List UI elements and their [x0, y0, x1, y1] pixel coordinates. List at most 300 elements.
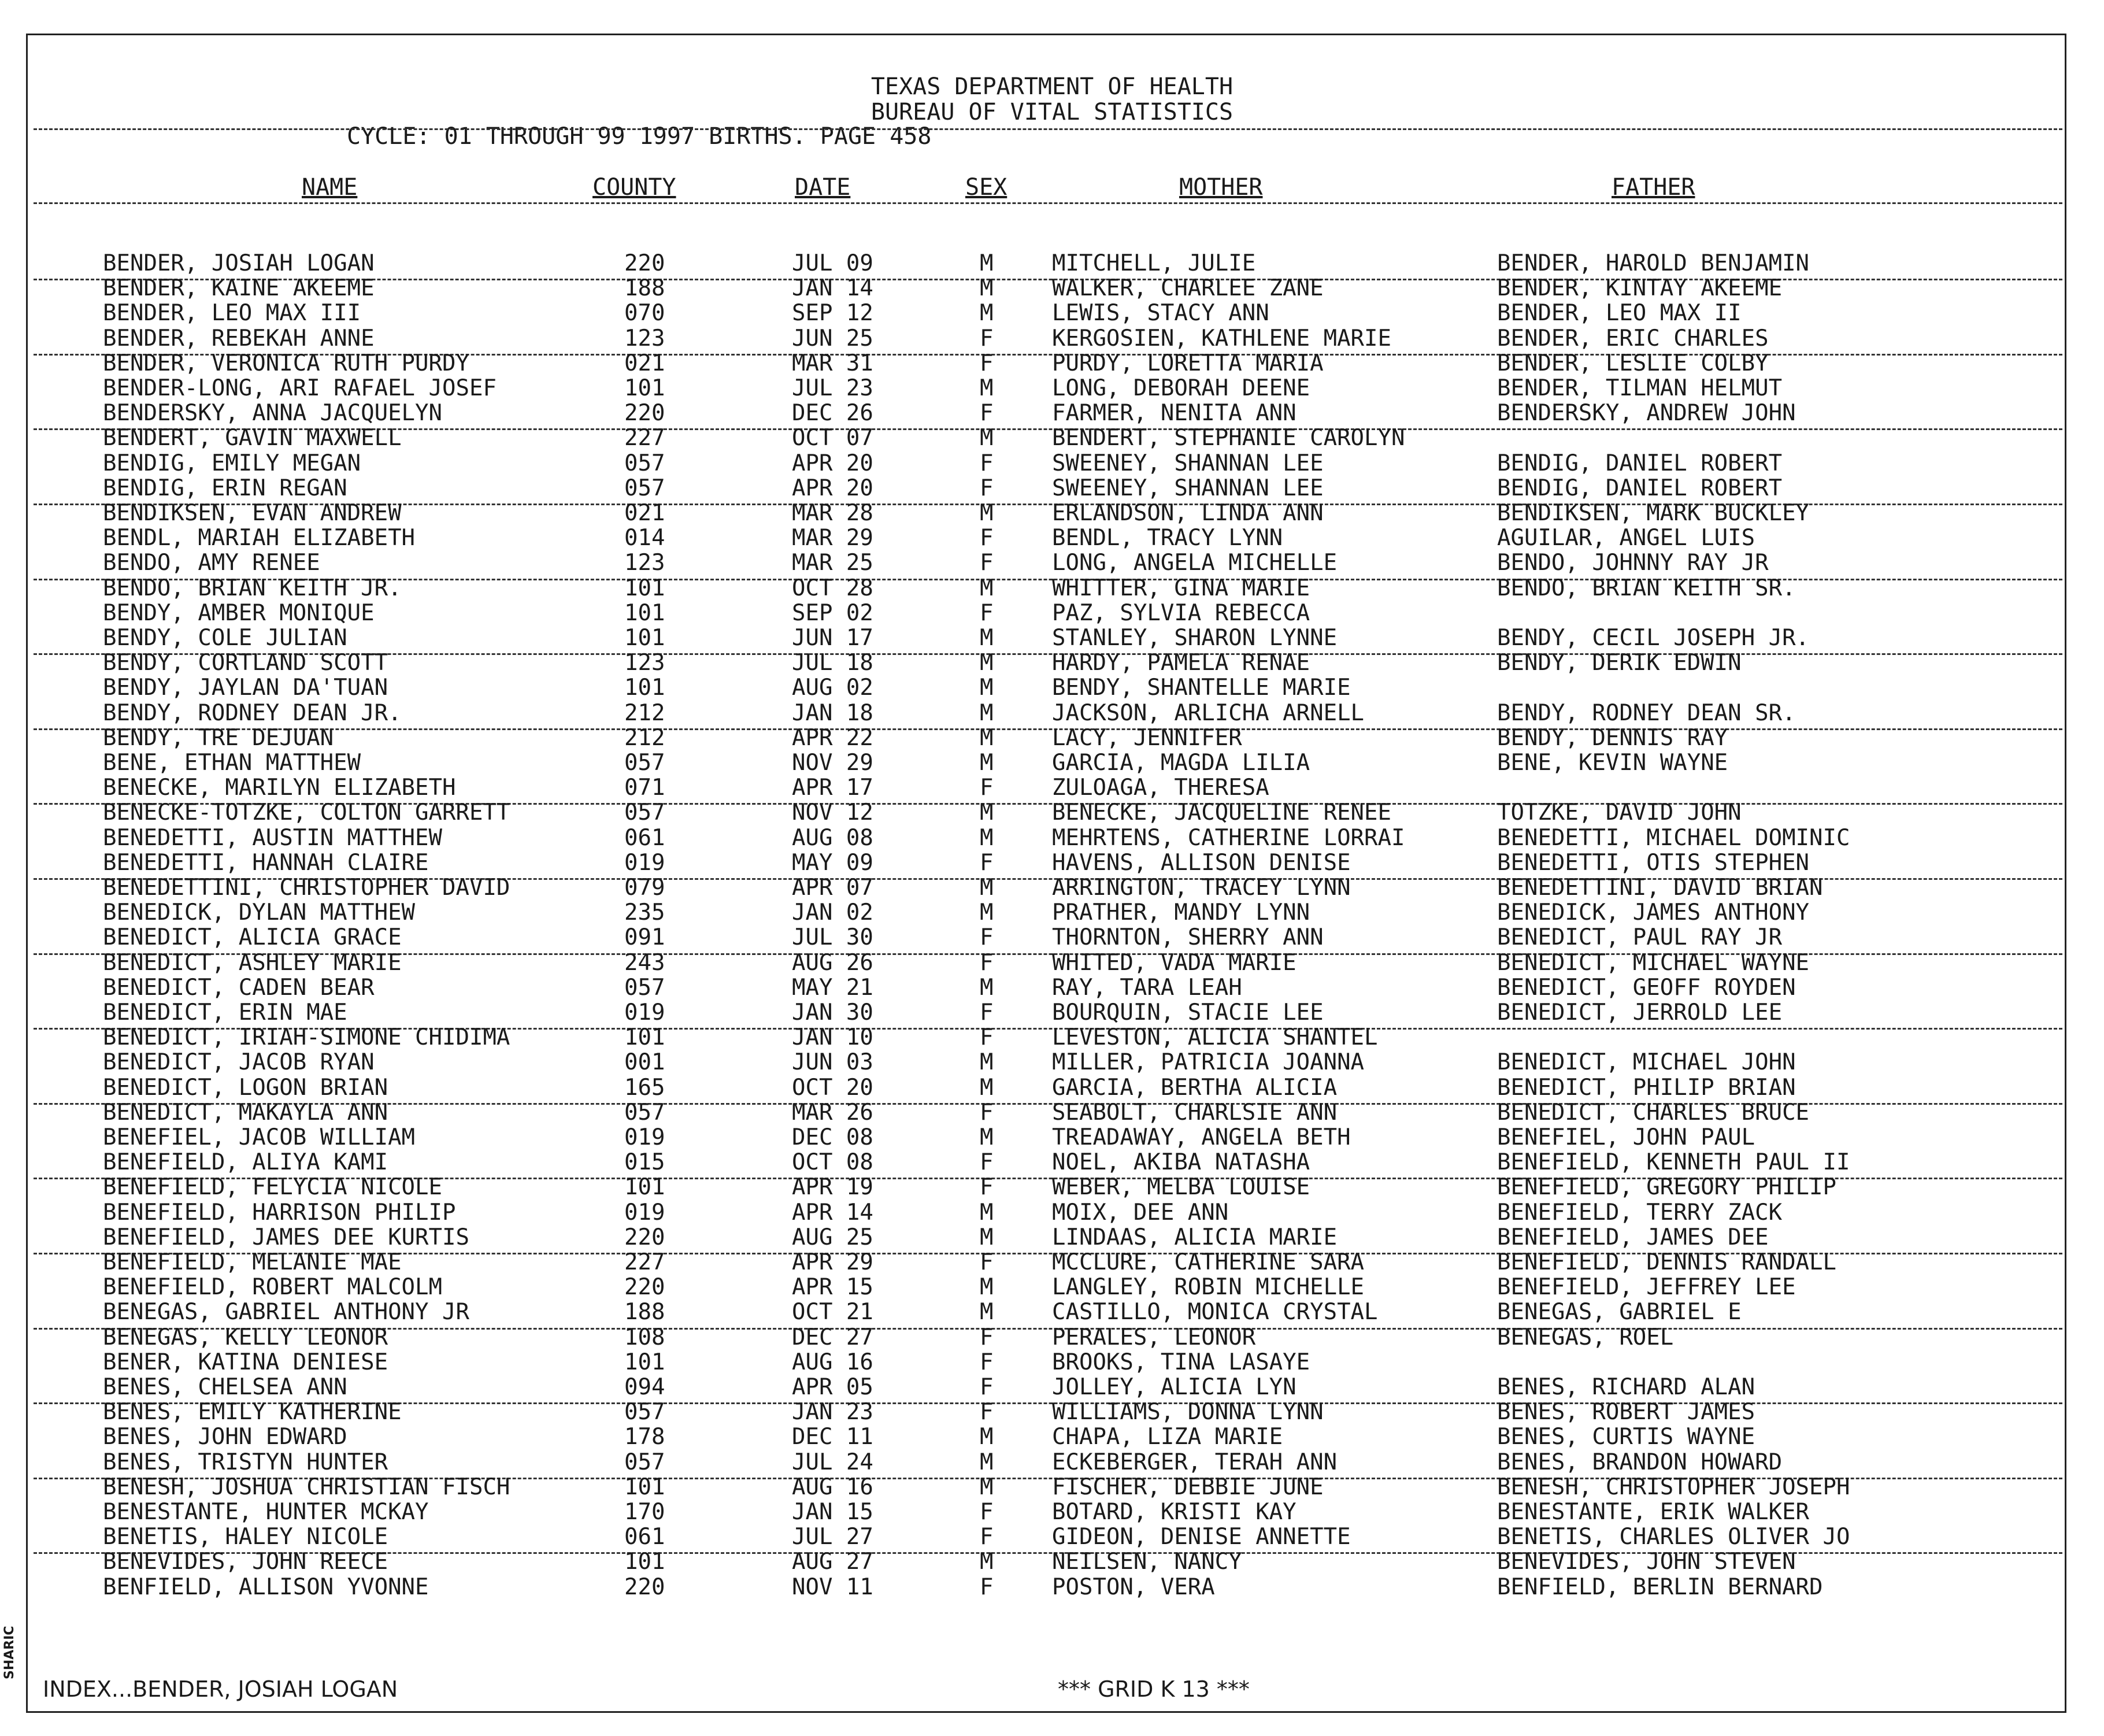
- cell-county: 057: [624, 1449, 665, 1475]
- cell-mother: BROOKS, TINA LASAYE: [1052, 1349, 1310, 1375]
- column-header-father: FATHER: [1612, 174, 1695, 201]
- cell-date: APR 29: [792, 1249, 873, 1275]
- cell-date: JAN 30: [792, 1000, 873, 1026]
- cell-name: BENEGAS, KELLY LEONOR: [103, 1324, 388, 1350]
- cell-county: 101: [624, 1349, 665, 1375]
- cell-mother: FARMER, NENITA ANN: [1052, 400, 1297, 427]
- cell-name: BENDY, CORTLAND SCOTT: [103, 650, 388, 676]
- cell-county: 094: [624, 1374, 665, 1400]
- cell-sex: M: [980, 1474, 994, 1500]
- cell-sex: F: [980, 525, 994, 551]
- cell-county: 019: [624, 849, 665, 876]
- cell-father: BENEDICK, JAMES ANTHONY: [1497, 900, 1810, 926]
- table-row: [0, 301, 2104, 325]
- cell-mother: CHAPA, LIZA MARIE: [1052, 1424, 1283, 1450]
- cell-mother: LONG, ANGELA MICHELLE: [1052, 550, 1338, 576]
- cell-county: 123: [624, 550, 665, 576]
- cell-county: 108: [624, 1324, 665, 1350]
- cell-date: JAN 14: [792, 275, 873, 302]
- cell-county: 057: [624, 974, 665, 1001]
- cell-father: BENDER, HAROLD BENJAMIN: [1497, 250, 1810, 276]
- cell-county: 019: [624, 1199, 665, 1226]
- table-row: [0, 1550, 2104, 1574]
- cell-name: BENDL, MARIAH ELIZABETH: [103, 525, 416, 551]
- cell-county: 220: [624, 250, 665, 276]
- table-row: [0, 501, 2104, 525]
- cell-county: 220: [624, 1574, 665, 1600]
- table-row: [0, 251, 2104, 276]
- cell-sex: F: [980, 1374, 994, 1400]
- table-row: [0, 626, 2104, 650]
- cell-name: BENDER-LONG, ARI RAFAEL JOSEF: [103, 375, 497, 401]
- table-row: [0, 601, 2104, 625]
- cell-mother: POSTON, VERA: [1052, 1574, 1215, 1600]
- table-row: [0, 1450, 2104, 1475]
- cell-name: BENES, EMILY KATHERINE: [103, 1399, 402, 1426]
- cell-date: JUL 18: [792, 650, 873, 676]
- cell-father: BENEGAS, ROEL: [1497, 1324, 1674, 1350]
- table-row: [0, 327, 2104, 351]
- cell-date: APR 14: [792, 1199, 873, 1226]
- cell-mother: HAVENS, ALLISON DENISE: [1052, 849, 1351, 876]
- header-subtitle: BUREAU OF VITAL STATISTICS: [871, 99, 1233, 125]
- cell-mother: NEILSEN, NANCY: [1052, 1549, 1242, 1575]
- cell-date: JUN 17: [792, 625, 873, 651]
- cell-sex: F: [980, 1499, 994, 1525]
- cell-mother: MEHRTENS, CATHERINE LORRAI: [1052, 824, 1405, 851]
- cell-date: JUL 30: [792, 924, 873, 951]
- cell-county: 165: [624, 1074, 665, 1101]
- cell-name: BENDER, KAINE AKEEME: [103, 275, 375, 302]
- cell-name: BENEDETTI, HANNAH CLAIRE: [103, 849, 429, 876]
- cell-father: BENEFIELD, KENNETH PAUL II: [1497, 1149, 1850, 1176]
- cell-name: BENDO, BRIAN KEITH JR.: [103, 575, 402, 601]
- footer-index: INDEX...BENDER, JOSIAH LOGAN: [43, 1676, 398, 1702]
- cell-sex: M: [980, 1274, 994, 1301]
- cell-father: BENEDICT, MICHAEL JOHN: [1497, 1049, 1796, 1076]
- cell-father: BENES, ROBERT JAMES: [1497, 1399, 1755, 1426]
- cell-date: APR 15: [792, 1274, 873, 1301]
- cell-date: JAN 15: [792, 1499, 873, 1525]
- cell-mother: GARCIA, MAGDA LILIA: [1052, 750, 1310, 776]
- table-row: [0, 1475, 2104, 1500]
- cell-mother: MCCLURE, CATHERINE SARA: [1052, 1249, 1365, 1275]
- cell-county: 057: [624, 475, 665, 501]
- cell-mother: TREADAWAY, ANGELA BETH: [1052, 1124, 1351, 1150]
- table-row: [0, 351, 2104, 376]
- cell-father: BENEFIELD, JAMES DEE: [1497, 1224, 1769, 1250]
- cell-sex: M: [980, 1449, 994, 1475]
- cell-name: BENDY, RODNEY DEAN JR.: [103, 699, 402, 726]
- table-row: [0, 1126, 2104, 1150]
- cell-county: 070: [624, 300, 665, 327]
- cell-father: BENDER, LESLIE COLBY: [1497, 350, 1769, 376]
- cell-name: BENEDICT, LOGON BRIAN: [103, 1074, 388, 1101]
- cell-name: BENEFIEL, JACOB WILLIAM: [103, 1124, 416, 1150]
- cell-county: 220: [624, 400, 665, 427]
- table-row: [0, 976, 2104, 1000]
- cell-father: BENEDICT, MICHAEL WAYNE: [1497, 949, 1810, 976]
- cell-county: 101: [624, 1549, 665, 1575]
- cell-name: BENEDICT, ALICIA GRACE: [103, 924, 402, 951]
- cell-father: BENEGAS, GABRIEL E: [1497, 1299, 1742, 1326]
- cell-sex: F: [980, 849, 994, 876]
- cell-name: BENDER, JOSIAH LOGAN: [103, 250, 375, 276]
- table-row: [0, 1275, 2104, 1300]
- cell-mother: BENDY, SHANTELLE MARIE: [1052, 675, 1351, 701]
- table-row: [0, 1026, 2104, 1050]
- cell-date: JUL 24: [792, 1449, 873, 1475]
- cell-county: 079: [624, 875, 665, 901]
- cell-sex: M: [980, 1549, 994, 1575]
- cell-sex: M: [980, 824, 994, 851]
- cell-sex: F: [980, 924, 994, 951]
- footer-grid: *** GRID K 13 ***: [1058, 1676, 1250, 1702]
- table-row: [0, 551, 2104, 575]
- cell-mother: KERGOSIEN, KATHLENE MARIE: [1052, 325, 1391, 351]
- table-row: [0, 401, 2104, 425]
- cell-date: JAN 02: [792, 900, 873, 926]
- cell-date: MAY 09: [792, 849, 873, 876]
- cell-father: BENDY, DENNIS RAY: [1497, 724, 1728, 751]
- table-row: [0, 701, 2104, 726]
- cell-county: 212: [624, 724, 665, 751]
- cell-sex: M: [980, 425, 994, 451]
- cell-father: BENDIKSEN, MARK BUCKLEY: [1497, 500, 1810, 526]
- cell-father: BENES, CURTIS WAYNE: [1497, 1424, 1755, 1450]
- cell-father: BENDIG, DANIEL ROBERT: [1497, 450, 1783, 476]
- table-row: [0, 651, 2104, 675]
- cell-county: 227: [624, 425, 665, 451]
- table-row: [0, 1150, 2104, 1175]
- table-row: [0, 851, 2104, 875]
- cell-date: APR 20: [792, 450, 873, 476]
- cell-mother: FISCHER, DEBBIE JUNE: [1052, 1474, 1324, 1500]
- cell-county: 123: [624, 325, 665, 351]
- cell-sex: F: [980, 1000, 994, 1026]
- cell-sex: M: [980, 699, 994, 726]
- cell-sex: M: [980, 1074, 994, 1101]
- table-row: [0, 1101, 2104, 1125]
- cell-mother: WALKER, CHARLEE ZANE: [1052, 275, 1324, 302]
- cell-name: BENES, TRISTYN HUNTER: [103, 1449, 388, 1475]
- cell-date: AUG 16: [792, 1349, 873, 1375]
- cell-name: BENDER, REBEKAH ANNE: [103, 325, 375, 351]
- table-row: [0, 901, 2104, 925]
- table-row: [0, 1001, 2104, 1025]
- cell-date: AUG 08: [792, 824, 873, 851]
- cell-name: BENECKE-TOTZKE, COLTON GARRETT: [103, 799, 510, 826]
- cell-father: BENEFIELD, JEFFREY LEE: [1497, 1274, 1796, 1301]
- cell-sex: F: [980, 1174, 994, 1201]
- cell-date: JAN 18: [792, 699, 873, 726]
- cell-father: BENE, KEVIN WAYNE: [1497, 750, 1728, 776]
- cell-sex: F: [980, 1399, 994, 1426]
- table-row: [0, 1400, 2104, 1424]
- cell-name: BENDO, AMY RENEE: [103, 550, 320, 576]
- cell-sex: M: [980, 1299, 994, 1326]
- cell-mother: BENDL, TRACY LYNN: [1052, 525, 1283, 551]
- cell-date: JUN 25: [792, 325, 873, 351]
- cell-date: SEP 02: [792, 599, 873, 626]
- cell-date: DEC 11: [792, 1424, 873, 1450]
- table-row: [0, 926, 2104, 950]
- cell-county: 243: [624, 949, 665, 976]
- cell-sex: M: [980, 275, 994, 302]
- table-row: [0, 1326, 2104, 1350]
- table-row: [0, 1226, 2104, 1250]
- cell-county: 057: [624, 799, 665, 826]
- cell-date: SEP 12: [792, 300, 873, 327]
- cell-sex: M: [980, 799, 994, 826]
- table-row: [0, 376, 2104, 401]
- table-row: [0, 1350, 2104, 1375]
- cell-name: BENDERT, GAVIN MAXWELL: [103, 425, 402, 451]
- cell-sex: F: [980, 1524, 994, 1550]
- cell-father: BENDER, TILMAN HELMUT: [1497, 375, 1783, 401]
- cell-sex: M: [980, 1049, 994, 1076]
- cell-sex: F: [980, 775, 994, 801]
- cell-date: APR 20: [792, 475, 873, 501]
- cell-county: 178: [624, 1424, 665, 1450]
- cell-date: JAN 10: [792, 1024, 873, 1051]
- cell-name: BENDY, COLE JULIAN: [103, 625, 347, 651]
- cell-sex: M: [980, 875, 994, 901]
- cell-father: BENEVIDES, JOHN STEVEN: [1497, 1549, 1796, 1575]
- cell-date: OCT 28: [792, 575, 873, 601]
- cell-name: BENDERSKY, ANNA JACQUELYN: [103, 400, 442, 427]
- cell-county: 188: [624, 1299, 665, 1326]
- cell-county: 071: [624, 775, 665, 801]
- cell-father: BENDER, ERIC CHARLES: [1497, 325, 1769, 351]
- cell-name: BENEDICT, ERIN MAE: [103, 1000, 347, 1026]
- table-row: [0, 801, 2104, 825]
- cell-date: APR 05: [792, 1374, 873, 1400]
- cell-name: BENEFIELD, MELANIE MAE: [103, 1249, 402, 1275]
- cell-county: 101: [624, 575, 665, 601]
- header-cycle: CYCLE: 01 THROUGH 99 1997 BIRTHS. PAGE 458: [347, 123, 932, 150]
- cell-father: BENEFIELD, DENNIS RANDALL: [1497, 1249, 1836, 1275]
- cell-name: BENDY, AMBER MONIQUE: [103, 599, 375, 626]
- cell-mother: PRATHER, MANDY LYNN: [1052, 900, 1310, 926]
- cell-sex: F: [980, 450, 994, 476]
- table-row: [0, 426, 2104, 450]
- cell-sex: F: [980, 475, 994, 501]
- cell-sex: F: [980, 1249, 994, 1275]
- table-row: [0, 576, 2104, 601]
- cell-name: BENDY, TRE DEJUAN: [103, 724, 334, 751]
- cell-sex: F: [980, 599, 994, 626]
- cell-mother: LANGLEY, ROBIN MICHELLE: [1052, 1274, 1365, 1301]
- cell-date: MAR 31: [792, 350, 873, 376]
- cell-mother: MOIX, DEE ANN: [1052, 1199, 1229, 1226]
- cell-father: BENDY, CECIL JOSEPH JR.: [1497, 625, 1810, 651]
- cell-mother: RAY, TARA LEAH: [1052, 974, 1242, 1001]
- cell-name: BENEFIELD, JAMES DEE KURTIS: [103, 1224, 469, 1250]
- cell-mother: JACKSON, ARLICHA ARNELL: [1052, 699, 1365, 726]
- cell-mother: ECKEBERGER, TERAH ANN: [1052, 1449, 1338, 1475]
- cell-date: AUG 02: [792, 675, 873, 701]
- cell-name: BENEDICK, DYLAN MATTHEW: [103, 900, 416, 926]
- cell-county: 212: [624, 699, 665, 726]
- column-header-date: DATE: [795, 174, 851, 201]
- cell-mother: THORNTON, SHERRY ANN: [1052, 924, 1324, 951]
- cell-date: MAR 28: [792, 500, 873, 526]
- cell-name: BENETIS, HALEY NICOLE: [103, 1524, 388, 1550]
- cell-name: BENFIELD, ALLISON YVONNE: [103, 1574, 429, 1600]
- cell-sex: F: [980, 1099, 994, 1126]
- cell-date: APR 17: [792, 775, 873, 801]
- cell-father: BENDY, RODNEY DEAN SR.: [1497, 699, 1796, 726]
- cell-mother: NOEL, AKIBA NATASHA: [1052, 1149, 1310, 1176]
- cell-date: APR 19: [792, 1174, 873, 1201]
- cell-name: BENDER, LEO MAX III: [103, 300, 361, 327]
- table-row: [0, 1076, 2104, 1100]
- cell-county: 101: [624, 599, 665, 626]
- cell-mother: MILLER, PATRICIA JOANNA: [1052, 1049, 1365, 1076]
- cell-date: OCT 20: [792, 1074, 873, 1101]
- cell-county: 235: [624, 900, 665, 926]
- cell-sex: M: [980, 675, 994, 701]
- cell-mother: JOLLEY, ALICIA LYN: [1052, 1374, 1297, 1400]
- table-row: [0, 1201, 2104, 1225]
- cell-county: 101: [624, 1474, 665, 1500]
- cell-county: 015: [624, 1149, 665, 1176]
- table-row: [0, 1500, 2104, 1524]
- cell-county: 021: [624, 350, 665, 376]
- table-row: [0, 526, 2104, 550]
- cell-sex: M: [980, 1224, 994, 1250]
- cell-county: 021: [624, 500, 665, 526]
- cell-sex: F: [980, 1349, 994, 1375]
- cell-father: BENEDICT, CHARLES BRUCE: [1497, 1099, 1810, 1126]
- table-row: [0, 826, 2104, 850]
- cell-sex: M: [980, 300, 994, 327]
- column-header-county: COUNTY: [592, 174, 676, 201]
- cell-mother: BOURQUIN, STACIE LEE: [1052, 1000, 1324, 1026]
- cell-father: BENES, BRANDON HOWARD: [1497, 1449, 1783, 1475]
- cell-name: BENEFIELD, FELYCIA NICOLE: [103, 1174, 442, 1201]
- cell-county: 170: [624, 1499, 665, 1525]
- cell-date: OCT 08: [792, 1149, 873, 1176]
- column-header-mother: MOTHER: [1179, 174, 1263, 201]
- cell-sex: M: [980, 750, 994, 776]
- cell-sex: M: [980, 250, 994, 276]
- cell-father: BENEFIEL, JOHN PAUL: [1497, 1124, 1755, 1150]
- cell-mother: WHITED, VADA MARIE: [1052, 949, 1297, 976]
- cell-date: AUG 25: [792, 1224, 873, 1250]
- table-row: [0, 1425, 2104, 1449]
- cell-name: BENER, KATINA DENIESE: [103, 1349, 388, 1375]
- cell-sex: M: [980, 724, 994, 751]
- table-row: [0, 476, 2104, 501]
- cell-mother: BENDERT, STEPHANIE CAROLYN: [1052, 425, 1405, 451]
- cell-county: 014: [624, 525, 665, 551]
- divider: [34, 202, 2062, 204]
- cell-date: JUL 27: [792, 1524, 873, 1550]
- cell-mother: SWEENEY, SHANNAN LEE: [1052, 450, 1324, 476]
- column-header-name: NAME: [302, 174, 358, 201]
- cell-name: BENEDETTI, AUSTIN MATTHEW: [103, 824, 442, 851]
- cell-county: 057: [624, 1399, 665, 1426]
- cell-name: BENEDICT, JACOB RYAN: [103, 1049, 375, 1076]
- cell-father: BENESH, CHRISTOPHER JOSEPH: [1497, 1474, 1850, 1500]
- cell-name: BENESH, JOSHUA CHRISTIAN FISCH: [103, 1474, 510, 1500]
- cell-father: BENDO, BRIAN KEITH SR.: [1497, 575, 1796, 601]
- cell-date: APR 07: [792, 875, 873, 901]
- cell-sex: F: [980, 400, 994, 427]
- cell-date: OCT 07: [792, 425, 873, 451]
- cell-sex: M: [980, 900, 994, 926]
- cell-county: 101: [624, 375, 665, 401]
- cell-mother: STANLEY, SHARON LYNNE: [1052, 625, 1338, 651]
- cell-mother: WHITTER, GINA MARIE: [1052, 575, 1310, 601]
- cell-mother: CASTILLO, MONICA CRYSTAL: [1052, 1299, 1378, 1326]
- cell-date: JUL 09: [792, 250, 873, 276]
- cell-mother: LEVESTON, ALICIA SHANTEL: [1052, 1024, 1378, 1051]
- side-mark: SHARIC: [2, 1626, 17, 1679]
- cell-sex: M: [980, 575, 994, 601]
- cell-date: DEC 26: [792, 400, 873, 427]
- header-title: TEXAS DEPARTMENT OF HEALTH: [871, 73, 1233, 100]
- cell-date: JUL 23: [792, 375, 873, 401]
- cell-father: BENDO, JOHNNY RAY JR: [1497, 550, 1769, 576]
- cell-name: BENDIKSEN, EVAN ANDREW: [103, 500, 402, 526]
- cell-county: 220: [624, 1274, 665, 1301]
- cell-name: BENEGAS, GABRIEL ANTHONY JR: [103, 1299, 469, 1326]
- cell-sex: F: [980, 949, 994, 976]
- cell-date: JAN 23: [792, 1399, 873, 1426]
- cell-name: BENEVIDES, JOHN REECE: [103, 1549, 388, 1575]
- divider: [34, 128, 2062, 130]
- cell-date: AUG 27: [792, 1549, 873, 1575]
- cell-name: BENEDICT, CADEN BEAR: [103, 974, 375, 1001]
- cell-name: BENDY, JAYLAN DA'TUAN: [103, 675, 388, 701]
- cell-mother: PERALES, LEONOR: [1052, 1324, 1256, 1350]
- table-row: [0, 1175, 2104, 1200]
- cell-father: BENDIG, DANIEL ROBERT: [1497, 475, 1783, 501]
- cell-county: 091: [624, 924, 665, 951]
- cell-mother: SWEENEY, SHANNAN LEE: [1052, 475, 1324, 501]
- cell-county: 061: [624, 824, 665, 851]
- cell-sex: M: [980, 974, 994, 1001]
- table-row: [0, 951, 2104, 975]
- cell-date: DEC 27: [792, 1324, 873, 1350]
- cell-name: BENESTANTE, HUNTER MCKAY: [103, 1499, 429, 1525]
- cell-name: BENEFIELD, ALIYA KAMI: [103, 1149, 388, 1176]
- cell-mother: MITCHELL, JULIE: [1052, 250, 1256, 276]
- cell-father: BENESTANTE, ERIK WALKER: [1497, 1499, 1810, 1525]
- cell-name: BENEFIELD, ROBERT MALCOLM: [103, 1274, 442, 1301]
- cell-county: 019: [624, 1124, 665, 1150]
- table-row: [0, 1375, 2104, 1400]
- cell-date: APR 22: [792, 724, 873, 751]
- cell-father: TOTZKE, DAVID JOHN: [1497, 799, 1742, 826]
- cell-father: BENEDETTINI, DAVID BRIAN: [1497, 875, 1823, 901]
- cell-county: 101: [624, 625, 665, 651]
- cell-date: NOV 12: [792, 799, 873, 826]
- cell-father: BENETIS, CHARLES OLIVER JO: [1497, 1524, 1850, 1550]
- cell-county: 220: [624, 1224, 665, 1250]
- cell-sex: F: [980, 550, 994, 576]
- cell-mother: WEBER, MELBA LOUISE: [1052, 1174, 1310, 1201]
- cell-mother: GIDEON, DENISE ANNETTE: [1052, 1524, 1351, 1550]
- table-row: [0, 451, 2104, 476]
- cell-name: BENDIG, ERIN REGAN: [103, 475, 347, 501]
- table-row: [0, 276, 2104, 301]
- cell-sex: M: [980, 500, 994, 526]
- cell-father: BENEFIELD, TERRY ZACK: [1497, 1199, 1783, 1226]
